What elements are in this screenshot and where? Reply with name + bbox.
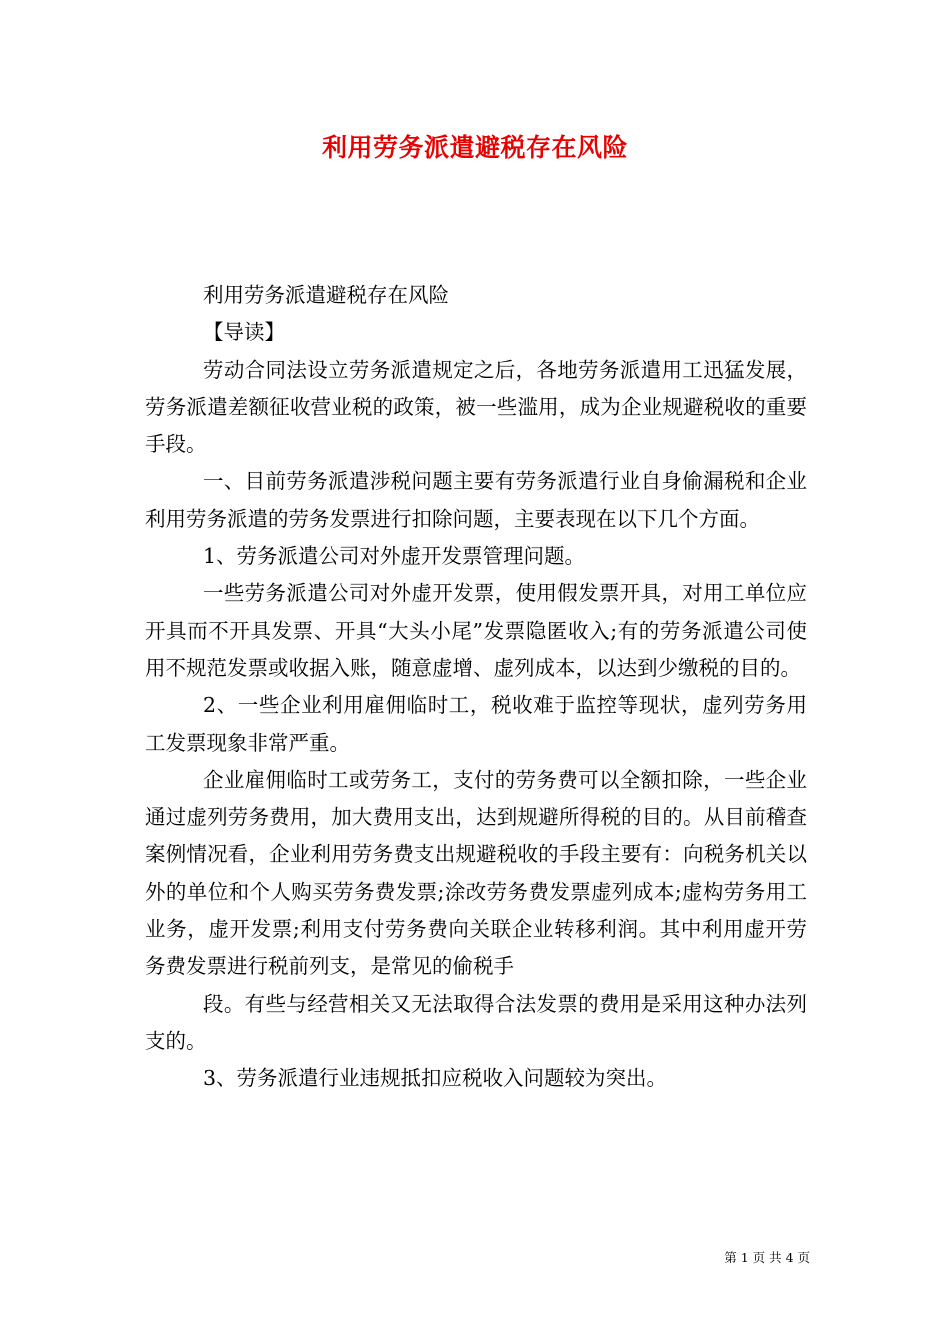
page-number: 第 1 页 共 4 页 [724,1250,810,1265]
paragraph-subheading: 1、劳务派遣公司对外虚开发票管理问题。 [203,544,586,569]
paragraph: 企业雇佣临时工或劳务工，支付的劳务费可以全额扣除，一些企业通过虚列劳务费用，加大费用支出，达到规避所得税的目的。从目前稽查案例情况看，企业利用劳务费支出规避税收的手段主要有：向税务机关以外的单位和个人购买劳务费发票;涂改劳务费发票虚列成本;虚构劳务用工业务，虚开发票;利用支付劳务费向关联企业转移利润。其中利用虚开劳务费发票进行税前列支，是常见的偷税手 [145,767,807,979]
body-heading: 利用劳务派遣避税存在风险 [203,283,449,307]
paragraph: 一、目前劳务派遣涉税问题主要有劳务派遣行业自身偷漏税和企业利用劳务派遣的劳务发票进行扣除问题，主要表现在以下几个方面。 [145,469,807,531]
document-title: 利用劳务派遣避税存在风险 [321,133,628,162]
paragraph: 一些劳务派遣公司对外虚开发票，使用假发票开具，对用工单位应开具而不开具发票、开具“大头小尾”发票隐匿收入;有的劳务派遣公司使用不规范发票或收据入账，随意虚增、虚列成本，以达到少缴税的目的。 [145,581,807,680]
document-body [145,277,807,1098]
paragraph-subheading: 3、劳务派遣行业违规抵扣应税收入问题较为突出。 [203,1066,668,1091]
paragraph-subheading: 2、一些企业利用雇佣临时工，税收难于监控等现状，虚列劳务用工发票现象非常严重。 [145,693,807,755]
paragraph: 劳动合同法设立劳务派遣规定之后，各地劳务派遣用工迅猛发展，劳务派遣差额征收营业税的政策，被一些滥用，成为企业规避税收的重要手段。 [145,357,807,457]
lead-label: 【导读】 [203,320,285,345]
paragraph: 段。有些与经营相关又无法取得合法发票的费用是采用这种办法列支的。 [145,991,807,1053]
